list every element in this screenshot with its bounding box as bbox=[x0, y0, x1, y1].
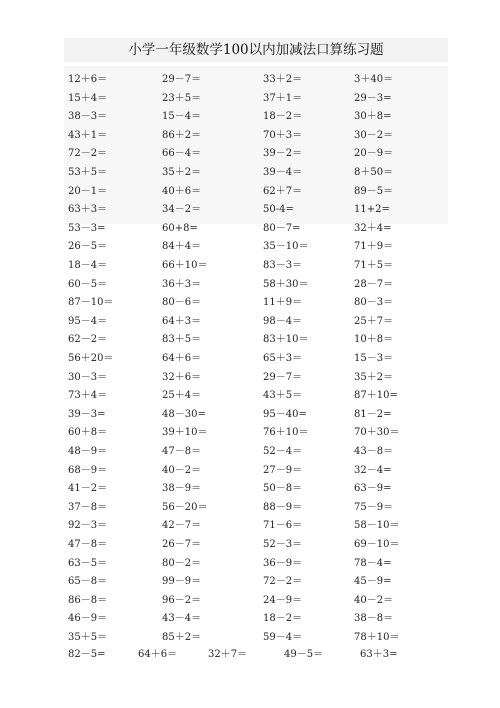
problem-cell: 26－5＝ bbox=[68, 241, 108, 253]
problem-cell: 58＋30＝ bbox=[263, 278, 309, 290]
problem-cell: 29－7＝ bbox=[162, 74, 202, 85]
problem-cell: 48－30= bbox=[162, 408, 206, 420]
problem-cell: 85＋2＝ bbox=[162, 632, 202, 643]
problem-cell: 63＋3＝ bbox=[68, 204, 108, 216]
problem-cell: 87－10＝ bbox=[68, 297, 114, 309]
problem-cell: 68－9＝ bbox=[68, 464, 108, 476]
problem-cell: 95－4＝ bbox=[68, 315, 108, 327]
problem-cell: 84＋4＝ bbox=[162, 241, 202, 253]
problem-cell: 30－2＝ bbox=[354, 129, 394, 141]
problem-cell: 42－7＝ bbox=[162, 520, 202, 532]
problem-cell: 88－9＝ bbox=[263, 501, 303, 513]
problem-cell: 56＋20＝ bbox=[68, 353, 114, 364]
problem-cell: 41－2＝ bbox=[68, 483, 108, 495]
problem-cell: 37－8＝ bbox=[68, 501, 108, 513]
problem-cell: 92－3＝ bbox=[68, 520, 108, 532]
problem-cell: 40＋6＝ bbox=[162, 185, 202, 197]
problem-cell: 59－4＝ bbox=[263, 632, 303, 643]
problem-cell: 25＋4＝ bbox=[162, 390, 202, 402]
problem-cell: 18－4＝ bbox=[68, 260, 108, 271]
problem-cell: 69－10＝ bbox=[354, 539, 400, 550]
problem-cell: 78－4= bbox=[354, 557, 392, 569]
problem-cell: 52－3＝ bbox=[263, 539, 303, 550]
problem-cell: 48－9＝ bbox=[68, 446, 108, 457]
problem-cell: 38－9＝ bbox=[162, 483, 202, 495]
problem-cell: 82－5= bbox=[68, 649, 106, 660]
problem-cell: 66－4＝ bbox=[162, 148, 202, 160]
problem-cell: 52－4＝ bbox=[263, 446, 303, 457]
problem-cell: 76＋10＝ bbox=[263, 427, 309, 439]
page-title: 小学一年级数学100以内加减法口算练习题 bbox=[128, 42, 384, 58]
problem-cell: 15＋4＝ bbox=[68, 92, 108, 104]
problem-cell: 11+2= bbox=[354, 204, 390, 216]
problem-cell: 47－8＝ bbox=[68, 539, 108, 550]
problem-cell: 53＋5＝ bbox=[68, 167, 108, 178]
problem-cell: 43－4＝ bbox=[162, 613, 202, 625]
problem-cell: 37＋1＝ bbox=[263, 92, 303, 104]
problem-cell: 75－9＝ bbox=[354, 501, 394, 513]
problem-cell: 80－3＝ bbox=[354, 297, 394, 309]
problem-cell: 70＋30＝ bbox=[354, 427, 400, 439]
problem-cell: 63＋3= bbox=[360, 649, 398, 660]
problem-cell: 60－5＝ bbox=[68, 278, 108, 290]
problem-cell: 65－8＝ bbox=[68, 576, 108, 588]
problem-cell: 35＋2＝ bbox=[162, 167, 202, 178]
problem-cell: 60＋8＝ bbox=[68, 427, 108, 439]
problem-cell: 80－2＝ bbox=[162, 557, 202, 569]
problem-cell: 40－2＝ bbox=[354, 594, 394, 606]
problem-cell: 83－3＝ bbox=[263, 260, 303, 271]
problem-cell: 39－4＝ bbox=[263, 167, 303, 178]
problem-cell: 40－2＝ bbox=[162, 464, 202, 476]
problem-cell: 15－4＝ bbox=[162, 111, 202, 123]
problem-cell: 35－10＝ bbox=[263, 241, 309, 253]
problem-cell: 72－2＝ bbox=[263, 576, 303, 588]
problem-cell: 30＋8= bbox=[354, 111, 392, 123]
problem-cell: 29－3= bbox=[354, 92, 392, 104]
problem-cell: 73＋4＝ bbox=[68, 390, 108, 402]
problem-cell: 80－6＝ bbox=[162, 297, 202, 309]
problem-cell: 86－8＝ bbox=[68, 594, 108, 606]
problem-cell: 86＋2＝ bbox=[162, 129, 202, 141]
problem-cell: 35＋2＝ bbox=[354, 371, 394, 383]
problem-cell: 27－9＝ bbox=[263, 464, 303, 476]
problem-cell: 50－8＝ bbox=[263, 483, 303, 495]
problem-cell: 43＋5＝ bbox=[263, 390, 303, 402]
problem-cell: 39－3= bbox=[68, 408, 106, 420]
problem-cell: 34－2＝ bbox=[162, 204, 202, 216]
problem-cell: 38－3＝ bbox=[68, 111, 108, 123]
problem-cell: 18－2＝ bbox=[263, 111, 303, 123]
problem-cell: 45－9= bbox=[354, 576, 392, 588]
problem-cell: 89－5＝ bbox=[354, 185, 394, 197]
problem-cell: 50-4= bbox=[263, 204, 294, 216]
problem-cell: 70＋3＝ bbox=[263, 129, 303, 141]
problem-cell: 62＋7＝ bbox=[263, 185, 303, 197]
problem-cell: 65＋3＝ bbox=[263, 353, 303, 364]
problem-cell: 78＋10＝ bbox=[354, 632, 400, 643]
problem-cell: 72－2＝ bbox=[68, 148, 108, 160]
problem-cell: 47－8＝ bbox=[162, 446, 202, 457]
problem-cell: 12＋6＝ bbox=[68, 74, 108, 85]
problem-cell: 39－2＝ bbox=[263, 148, 303, 160]
problem-cell: 26－7＝ bbox=[162, 539, 202, 550]
problem-cell: 15－3＝ bbox=[354, 353, 394, 364]
problem-cell: 8＋50＝ bbox=[354, 167, 394, 178]
problem-cell: 32－4= bbox=[354, 464, 392, 476]
problem-cell: 63－9= bbox=[354, 483, 392, 495]
problem-cell: 43＋1＝ bbox=[68, 129, 108, 141]
problem-cell: 38－8＝ bbox=[354, 613, 394, 625]
problem-cell: 66＋10＝ bbox=[162, 260, 208, 271]
problem-cell: 3＋40＝ bbox=[354, 74, 394, 85]
problem-cell: 29－7＝ bbox=[263, 371, 303, 383]
problem-cell: 64＋3＝ bbox=[162, 315, 202, 327]
problem-cell: 64＋6＝ bbox=[162, 353, 202, 364]
problem-cell: 43－8＝ bbox=[354, 446, 394, 457]
problem-cell: 98－4＝ bbox=[263, 315, 303, 327]
problem-cell: 56－20＝ bbox=[162, 501, 208, 513]
problem-cell: 32＋4= bbox=[354, 222, 392, 234]
problem-cell: 64＋6＝ bbox=[138, 649, 178, 660]
problem-cell: 11＋9＝ bbox=[263, 297, 303, 309]
problem-cell: 71－6＝ bbox=[263, 520, 303, 532]
problem-cell: 46－9＝ bbox=[68, 613, 108, 625]
problem-cell: 58－10＝ bbox=[354, 520, 400, 532]
problem-cell: 39＋10＝ bbox=[162, 427, 208, 439]
problem-cell: 80－7= bbox=[263, 222, 301, 234]
problem-cell: 32＋7＝ bbox=[208, 649, 248, 660]
problem-cell: 36＋3＝ bbox=[162, 278, 202, 290]
problem-cell: 83＋10＝ bbox=[263, 334, 309, 346]
problem-cell: 18－2＝ bbox=[263, 613, 303, 625]
problem-cell: 30－3＝ bbox=[68, 371, 108, 383]
problem-cell: 20－9＝ bbox=[354, 148, 394, 160]
problem-cell: 32＋6＝ bbox=[162, 371, 202, 383]
shaded-band bbox=[64, 66, 448, 224]
problem-cell: 87＋10= bbox=[354, 390, 398, 402]
problem-cell: 83＋5＝ bbox=[162, 334, 202, 346]
problem-cell: 35＋5＝ bbox=[68, 632, 108, 643]
problem-cell: 60+8= bbox=[162, 222, 198, 234]
problem-cell: 10＋8＝ bbox=[354, 334, 394, 346]
problem-cell: 95－40= bbox=[263, 408, 307, 420]
problem-cell: 49－5＝ bbox=[284, 649, 324, 660]
problem-cell: 53－3= bbox=[68, 222, 106, 234]
problem-cell: 71＋9＝ bbox=[354, 241, 394, 253]
problem-cell: 28－7＝ bbox=[354, 278, 394, 290]
problem-cell: 20－1＝ bbox=[68, 185, 108, 197]
problem-cell: 81－2= bbox=[354, 408, 392, 420]
problem-cell: 25＋7＝ bbox=[354, 315, 394, 327]
problem-cell: 36－9＝ bbox=[263, 557, 303, 569]
problem-cell: 62－2＝ bbox=[68, 334, 108, 346]
problem-cell: 33＋2＝ bbox=[263, 74, 303, 85]
problem-cell: 71＋5＝ bbox=[354, 260, 394, 271]
problem-cell: 24－9＝ bbox=[263, 594, 303, 606]
problem-cell: 96－2＝ bbox=[162, 594, 202, 606]
problem-cell: 63－5＝ bbox=[68, 557, 108, 569]
problem-cell: 23＋5＝ bbox=[162, 92, 202, 104]
problem-cell: 99－9＝ bbox=[162, 576, 202, 588]
